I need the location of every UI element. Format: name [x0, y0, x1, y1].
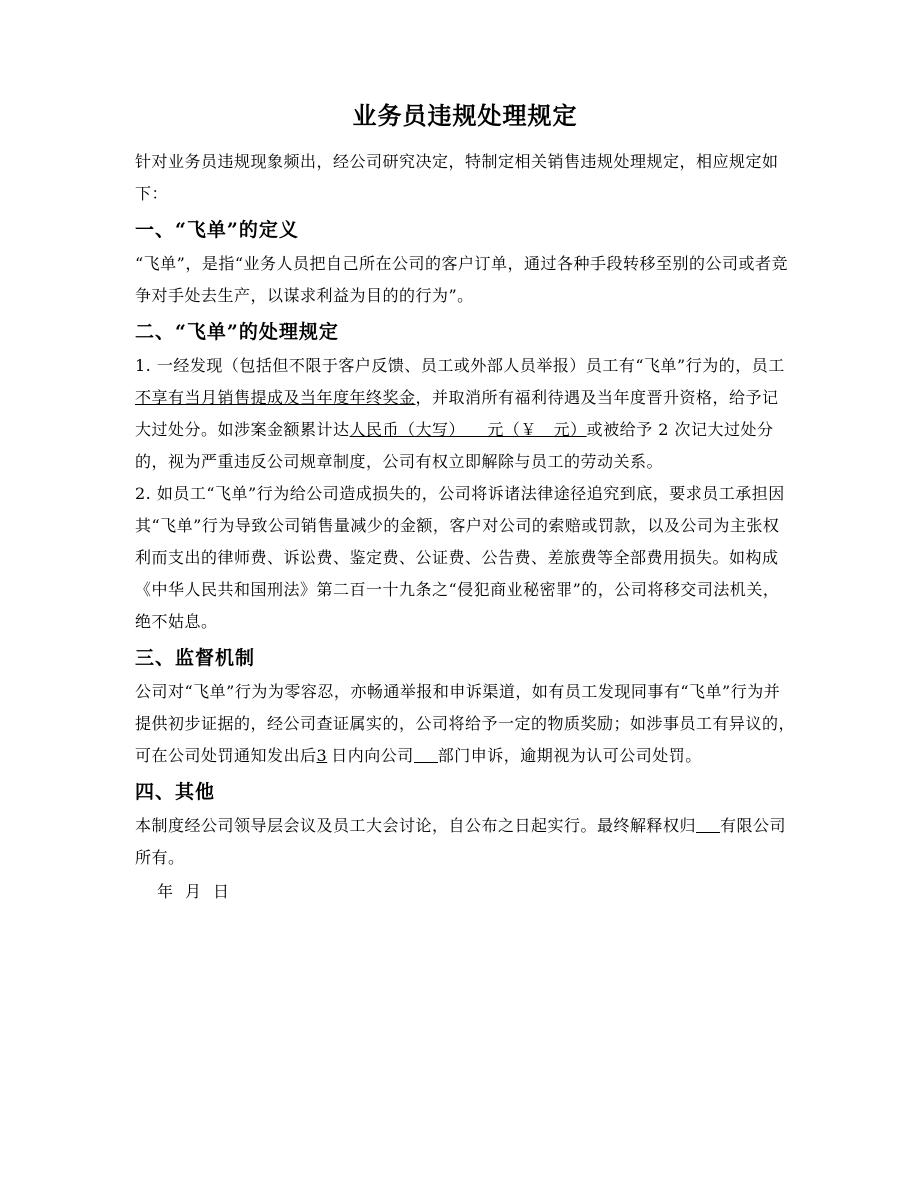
- date-year: 年: [157, 882, 174, 901]
- section-4-heading: 四、其他: [135, 781, 216, 803]
- section-3-text-b: 日内向公司: [331, 746, 414, 765]
- document-page: [135, 96, 795, 908]
- intro-paragraph: 针对业务员违规现象频出，经公司研究决定，特制定相关销售违规处理规定，相应规定如下：: [135, 152, 779, 203]
- document-title: 业务员违规处理规定: [352, 101, 578, 130]
- section-4-text: [135, 810, 795, 874]
- section-3-text-c: 部门申诉，逾期视为认可公司处罚。: [437, 746, 702, 765]
- section-1-text: “飞单”，是指“业务人员把自己所在公司的客户订单，通过各种手段转移至别的公司或者竞争对手处去生产，以谋求利益为目的的行为”。: [135, 254, 789, 305]
- item-1-text-a: 1. 一经发现（包括但不限于客户反馈、员工或外部人员举报）员工有“飞单”行为的，员工: [135, 356, 785, 375]
- company-name-blank: [696, 814, 720, 833]
- section-4-text-a: 本制度经公司领导层会议及员工大会讨论，自公布之日起实行。最终解释权归: [135, 816, 697, 835]
- section-2-item-2: 2. 如员工“飞单”行为给公司造成损失的，公司将诉诸法律途径追究到底，要求员工承担因其“飞单”行为导致公司销售量减少的金额，客户对公司的索赔或罚款，以及公司为主张权利而支出的律师费、诉讼费、鉴定费、公证费、公告费、差旅费等全部费用损失。如构成《中华人民共和国刑法》第二百一十九条之“侵犯商业秘密罪”的，公司将移交司法机关，绝不姑息。: [135, 484, 785, 631]
- section-1-heading: 一、“飞单”的定义: [135, 219, 299, 241]
- item-1-underline-amount: 人民币（大写） 元（￥ 元）: [349, 420, 587, 439]
- item-1-underline-bonus: 不享有当月销售提成及当年度年终奖金: [135, 388, 416, 407]
- item-1-text-b: ，并取消所有福利待遇及当年度晋升资格，给予记大过处分。如涉案金额累计达: [135, 388, 779, 439]
- section-4-text-b: 有限公司所有。: [135, 816, 787, 867]
- appeal-days-value: 3: [316, 746, 328, 765]
- section-3-heading: 三、监督机制: [135, 647, 256, 669]
- section-2-item-1: [135, 350, 795, 478]
- section-3-text-a: 公司对“飞单”行为为零容忍，亦畅通举报和申诉渠道，如有员工发现同事有“飞单”行为并提供初步证据的，经公司查证属实的，公司将给予一定的物质奖励；如涉事员工有异议的，可在公司处罚通知发出后: [135, 682, 796, 765]
- date-day: 日: [213, 882, 230, 901]
- section-3-text: [135, 676, 795, 772]
- date-line: [157, 876, 795, 908]
- department-blank: [414, 744, 438, 763]
- date-month: 月: [185, 882, 202, 901]
- section-2-heading: 二、“飞单”的处理规定: [135, 321, 339, 343]
- item-1-text-c: 或被给予 2 次记大过处分的，视为严重违反公司规章制度，公司有权立即解除与员工的劳动关系。: [135, 420, 774, 471]
